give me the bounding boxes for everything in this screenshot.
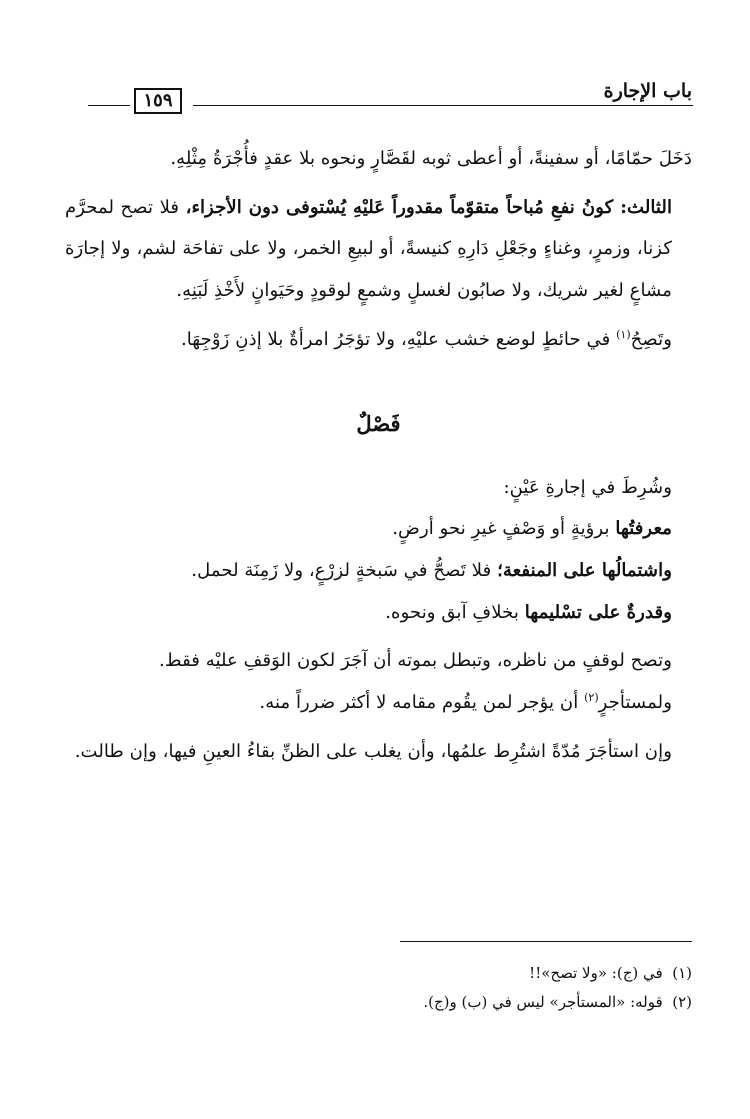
section-intro: وشُرِطَ في إجارةِ عَيْنٍ: (503, 476, 672, 498)
paragraph-6: وإن استأجَرَ مُدّةً اشتُرِط علمُها، وأن يغلب على الظنِّ بقاءُ العينِ فيها، وإن طالت. (74, 740, 672, 762)
page-number: ١٥٩ (134, 88, 182, 114)
condition-three-heading: الثالث: كونُ نفعِ مُباحاً متقوّماً مقدوراً عَليْهِ يُسْتوفى دون الأجزاء، (185, 196, 672, 218)
paragraph-2 (65, 187, 692, 312)
chapter-title: باب الإجارة (603, 80, 692, 102)
section-heading: فَصْلٌ (356, 410, 401, 436)
footnote-separator (400, 941, 692, 942)
footnotes (60, 959, 692, 1017)
condition-delivery (65, 592, 692, 634)
paragraph-4: وتصح لوقفٍ من ناظره، وتبطل بموته أن آجَرَ لكون الوَقفِ عليْه فقط. (159, 650, 672, 672)
header-rule-left (88, 105, 130, 106)
footnote-1 (60, 959, 692, 988)
footnote-ref-2: (٢) (584, 690, 599, 704)
paragraph-1 (65, 138, 692, 180)
paragraph-5-rest: أن يؤجر لمن يقُوم مقامه لا أكثر ضرراً منه. (259, 692, 579, 714)
paragraph-3 (65, 319, 692, 361)
footnote-1-text: في (ج): «ولا تصح»!! (529, 964, 663, 982)
footnote-2-number: (٢) (672, 993, 692, 1011)
footnote-2 (60, 988, 692, 1017)
footnote-2-text: قوله: «المستأجر» ليس في (ب) و(ج). (423, 993, 663, 1011)
header-rule (193, 105, 693, 106)
condition-benefit-label: واشتمالُها على المنفعة؛ (497, 559, 672, 581)
condition-knowledge-text: برؤيةٍ أو وَصْفٍ غيرِ نحو أرضٍ. (392, 518, 610, 540)
paragraph-3-rest: في حائطٍ لوضع خشب عليْهِ، ولا تؤجَرُ امرأةٌ بلا إذنِ زَوْجِهَا. (180, 328, 611, 350)
condition-delivery-label: وقدرةٌ على تسْليمها (524, 601, 672, 623)
paragraph-5 (65, 682, 692, 724)
condition-knowledge-label: معرفتُها (615, 518, 672, 540)
footnote-ref-1: (١) (616, 327, 631, 341)
paragraph-1-text: دَخَلَ حمّامًا، أو سفينةً، أو أعطى ثوبه لقَصَّارٍ ونحوه بلا عقدٍ فأُجْرَةُ مِثْلِهِ. (170, 148, 692, 169)
condition-knowledge (65, 508, 692, 550)
running-head (0, 78, 750, 118)
main-text (65, 138, 692, 772)
condition-delivery-text: بخلافِ آبق ونحوه. (385, 601, 519, 623)
condition-benefit-text: فلا تَصحُّ في سَبخةٍ لزرْعٍ، ولا زَمِنَة لحمل. (191, 559, 492, 581)
paragraph-2-text: فلا تصح لمحرَّم كزنا، وزمرٍ، وغناءٍ وجَعْلِ دَارِهِ كنيسةً، أو لبيعِ الخمر، ولا على تفاحَة لشم، ولا إجارَة مشاعٍ لغير شريك، ولا صابُون لغسلٍ وشمعٍ لوقودٍ وحَيَوانٍ لأَخْذِ لَبَنِهِ. (65, 196, 672, 302)
paragraph-3-start: وتَصِحُ (630, 328, 672, 350)
footnote-1-number: (١) (672, 964, 692, 982)
condition-benefit (65, 550, 692, 592)
paragraph-5-start: ولمستأجرٍ (598, 692, 672, 714)
